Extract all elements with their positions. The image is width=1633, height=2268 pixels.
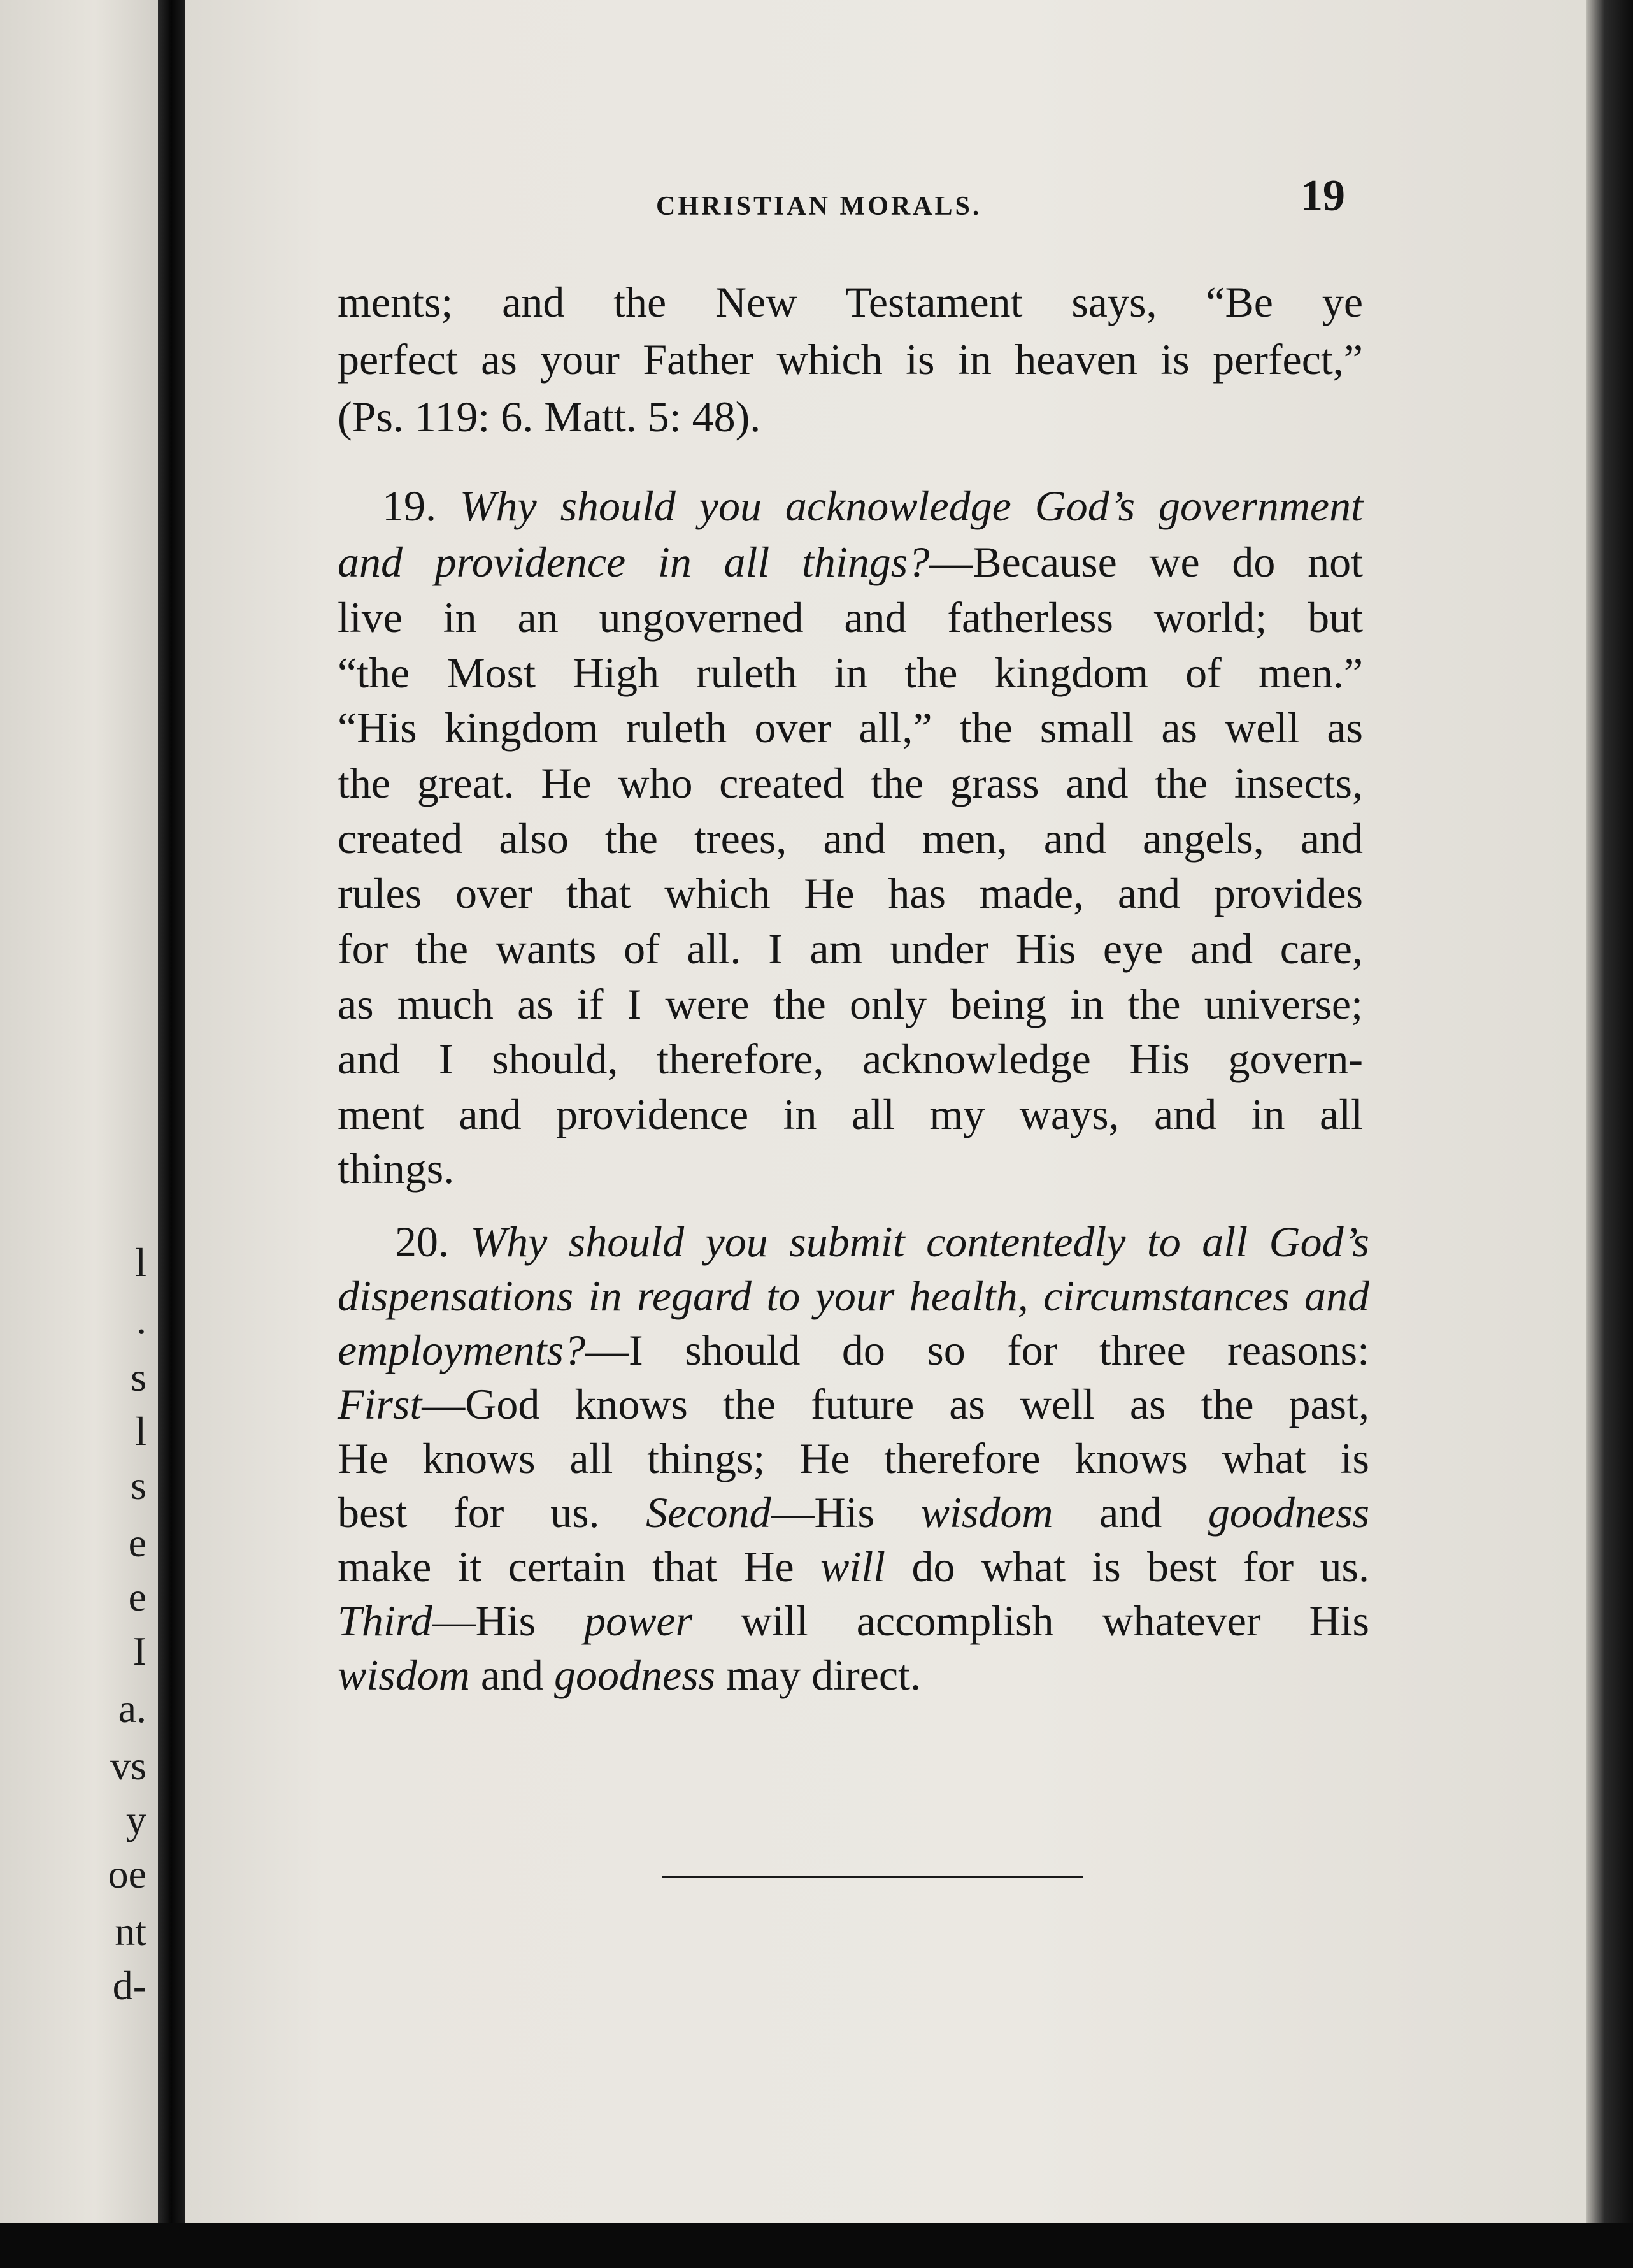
text-line: “the Most High ruleth in the kingdom of men.” bbox=[338, 649, 1363, 697]
emphasis-second: Second bbox=[646, 1488, 771, 1537]
question-number: 20. bbox=[395, 1217, 449, 1266]
answer-text: —Because we do not bbox=[929, 538, 1363, 586]
text-line: make it certain that He will do what is best for us. bbox=[338, 1542, 1370, 1591]
question-20-line bbox=[338, 1328, 1369, 1372]
text-line: rules over that which He has made, and provides bbox=[338, 869, 1363, 917]
question-19-line bbox=[382, 484, 1363, 528]
left-fragment-text: s bbox=[131, 1463, 146, 1508]
question-text: and providence in all things? bbox=[338, 538, 930, 586]
text-line: He knows all things; He therefore knows what is bbox=[338, 1434, 1369, 1482]
left-fragment-text: . bbox=[136, 1297, 146, 1342]
text-line: things. bbox=[338, 1144, 455, 1193]
left-fragment-text: e bbox=[128, 1520, 146, 1565]
left-fragment-text: l bbox=[135, 1409, 146, 1454]
text-line: ments; and the New Testament says, “Be ye bbox=[338, 278, 1363, 326]
page-right-edge bbox=[1586, 0, 1633, 2223]
book-gutter bbox=[158, 0, 185, 2223]
question-text: employments? bbox=[338, 1326, 586, 1374]
emphasis-first: First bbox=[338, 1380, 422, 1428]
text-line: the great. He who created the grass and the insects, bbox=[338, 759, 1363, 807]
question-text: Why should you submit contentedly to all God’s bbox=[470, 1217, 1369, 1266]
question-text: Why should you acknowledge God’s government bbox=[459, 482, 1364, 530]
text-line: created also the trees, and men, and angels, and bbox=[338, 814, 1363, 863]
question-20-line bbox=[338, 1272, 1369, 1320]
left-page-fragment bbox=[0, 0, 158, 2223]
left-fragment-text: nt bbox=[115, 1909, 146, 1954]
left-fragment-text: l bbox=[135, 1240, 146, 1285]
emphasis-goodness: goodness bbox=[1208, 1488, 1370, 1537]
left-fragment-text: I bbox=[132, 1628, 146, 1674]
text-line: and I should, therefore, acknowledge His govern- bbox=[338, 1035, 1363, 1083]
left-fragment-text: vs bbox=[110, 1743, 146, 1788]
emphasis-will: will bbox=[820, 1542, 886, 1591]
text-line: wisdom and goodness may direct. bbox=[338, 1651, 921, 1699]
question-text: dispensations in regard to your health, circumstances and bbox=[338, 1272, 1369, 1320]
text-line: Third—His power will accomplish whatever His bbox=[338, 1597, 1370, 1645]
text-line: live in an ungoverned and fatherless world; but bbox=[338, 593, 1363, 642]
emphasis-wisdom: wisdom bbox=[920, 1488, 1053, 1537]
text-line: (Ps. 119: 6. Matt. 5: 48). bbox=[338, 392, 761, 441]
scan-bottom-border bbox=[0, 2223, 1633, 2268]
text-line: “His kingdom ruleth over all,” the small as well as bbox=[338, 703, 1363, 752]
left-fragment-text: s bbox=[131, 1354, 146, 1400]
answer-text: —I should do so for three reasons: bbox=[585, 1326, 1369, 1374]
text-line: ment and providence in all my ways, and in all bbox=[338, 1090, 1363, 1138]
left-fragment-text: a. bbox=[118, 1686, 146, 1731]
end-rule bbox=[662, 1876, 1083, 1878]
left-fragment-text: oe bbox=[108, 1851, 146, 1897]
text-line: best for us. Second—His wisdom and goodness bbox=[338, 1488, 1370, 1537]
page-number: 19 bbox=[1301, 171, 1345, 220]
left-fragment-text: e bbox=[128, 1574, 146, 1619]
text-line: perfect as your Father which is in heaven is perfect,” bbox=[338, 335, 1363, 384]
left-fragment-text: y bbox=[126, 1797, 146, 1842]
left-fragment-text: d- bbox=[112, 1963, 146, 2008]
running-head: CHRISTIAN MORALS. bbox=[656, 192, 982, 221]
emphasis-third: Third bbox=[338, 1597, 432, 1645]
emphasis-power: power bbox=[584, 1597, 693, 1645]
question-20-line bbox=[395, 1217, 1369, 1266]
question-19-line bbox=[338, 540, 1363, 584]
text-line: as much as if I were the only being in the universe; bbox=[338, 980, 1363, 1028]
text-line: First—God knows the future as well as the past, bbox=[338, 1380, 1369, 1428]
question-number: 19. bbox=[382, 482, 436, 530]
text-line: for the wants of all. I am under His eye and care, bbox=[338, 924, 1363, 973]
